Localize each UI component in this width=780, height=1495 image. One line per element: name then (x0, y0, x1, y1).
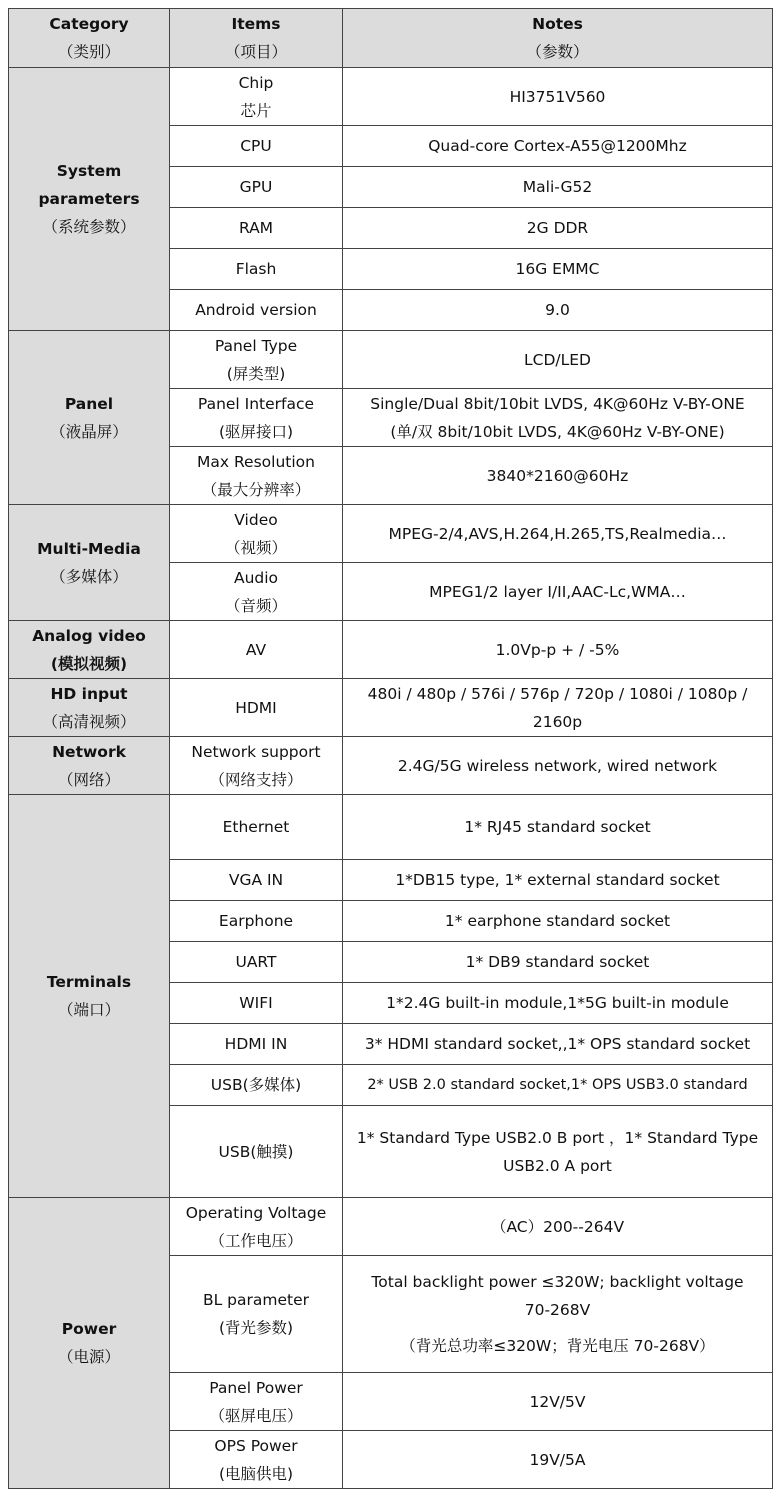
spec-table (8, 8, 773, 1489)
item-uart: UART (170, 942, 343, 983)
item-ethernet: Ethernet (170, 795, 343, 860)
item-ram: RAM (170, 208, 343, 249)
note-vga-in: 1*DB15 type, 1* external standard socket (343, 860, 773, 901)
item-ops-power: OPS Power (电脑供电) (170, 1431, 343, 1489)
category-panel: Panel （液晶屏） (9, 331, 170, 505)
note-uart: 1* DB9 standard socket (343, 942, 773, 983)
item-bl-parameter: BL parameter (背光参数) (170, 1256, 343, 1373)
item-chip: Chip 芯片 (170, 68, 343, 126)
note-video: MPEG-2/4,AVS,H.264,H.265,TS,Realmedia… (343, 505, 773, 563)
table-row (9, 795, 773, 860)
item-gpu: GPU (170, 167, 343, 208)
item-hdmi: HDMI (170, 679, 343, 737)
note-android: 9.0 (343, 290, 773, 331)
note-chip: HI3751V560 (343, 68, 773, 126)
note-av: 1.0Vp-p + / -5% (343, 621, 773, 679)
note-ram: 2G DDR (343, 208, 773, 249)
item-flash: Flash (170, 249, 343, 290)
header-notes: Notes （参数） (343, 9, 773, 68)
item-panel-interface: Panel Interface (驱屏接口) (170, 389, 343, 447)
header-category: Category （类别） (9, 9, 170, 68)
table-row (9, 68, 773, 126)
note-cpu: Quad-core Cortex-A55@1200Mhz (343, 126, 773, 167)
table-row (9, 737, 773, 795)
note-panel-type: LCD/LED (343, 331, 773, 389)
item-earphone: Earphone (170, 901, 343, 942)
item-vga-in: VGA IN (170, 860, 343, 901)
note-panel-interface: Single/Dual 8bit/10bit LVDS, 4K@60Hz V-BY-ONE (单/双 8bit/10bit LVDS, 4K@60Hz V-BY-ONE) (343, 389, 773, 447)
note-max-resolution: 3840*2160@60Hz (343, 447, 773, 505)
category-terminals: Terminals （端口） (9, 795, 170, 1198)
item-android: Android version (170, 290, 343, 331)
note-hdmi-in: 3* HDMI standard socket,,1* OPS standard socket (343, 1024, 773, 1065)
category-analog-video: Analog video (模拟视频) (9, 621, 170, 679)
item-max-resolution: Max Resolution （最大分辨率） (170, 447, 343, 505)
item-video: Video （视频） (170, 505, 343, 563)
table-row (9, 1198, 773, 1256)
note-earphone: 1* earphone standard socket (343, 901, 773, 942)
note-usb-media: 2* USB 2.0 standard socket,1* OPS USB3.0 standard (343, 1065, 773, 1106)
item-operating-voltage: Operating Voltage （工作电压） (170, 1198, 343, 1256)
table-row (9, 331, 773, 389)
item-panel-type: Panel Type (屏类型) (170, 331, 343, 389)
table-row (9, 621, 773, 679)
category-power: Power （电源） (9, 1198, 170, 1489)
note-usb-touch: 1* Standard Type USB2.0 B port ，1* Standard Type USB2.0 A port (343, 1106, 773, 1198)
item-av: AV (170, 621, 343, 679)
item-panel-power: Panel Power （驱屏电压） (170, 1373, 343, 1431)
note-bl-parameter: Total backlight power ≤320W; backlight voltage 70-268V （背光总功率≤320W；背光电压 70-268V） (343, 1256, 773, 1373)
item-usb-touch: USB(触摸) (170, 1106, 343, 1198)
table-row (9, 679, 773, 737)
item-cpu: CPU (170, 126, 343, 167)
note-ethernet: 1* RJ45 standard socket (343, 795, 773, 860)
item-usb-media: USB(多媒体) (170, 1065, 343, 1106)
category-hd-input: HD input （高清视频） (9, 679, 170, 737)
note-operating-voltage: （AC）200--264V (343, 1198, 773, 1256)
header-items: Items （项目） (170, 9, 343, 68)
table-row (9, 505, 773, 563)
category-network: Network （网络） (9, 737, 170, 795)
category-system: System parameters （系统参数） (9, 68, 170, 331)
item-audio: Audio （音频） (170, 563, 343, 621)
note-audio: MPEG1/2 layer I/II,AAC-Lc,WMA… (343, 563, 773, 621)
note-hdmi: 480i / 480p / 576i / 576p / 720p / 1080i / 1080p / 2160p (343, 679, 773, 737)
item-network-support: Network support （网络支持） (170, 737, 343, 795)
header-row (9, 9, 773, 68)
item-wifi: WIFI (170, 983, 343, 1024)
note-gpu: Mali-G52 (343, 167, 773, 208)
item-hdmi-in: HDMI IN (170, 1024, 343, 1065)
note-wifi: 1*2.4G built-in module,1*5G built-in module (343, 983, 773, 1024)
note-panel-power: 12V/5V (343, 1373, 773, 1431)
category-multimedia: Multi-Media （多媒体） (9, 505, 170, 621)
note-flash: 16G EMMC (343, 249, 773, 290)
note-ops-power: 19V/5A (343, 1431, 773, 1489)
note-network-support: 2.4G/5G wireless network, wired network (343, 737, 773, 795)
